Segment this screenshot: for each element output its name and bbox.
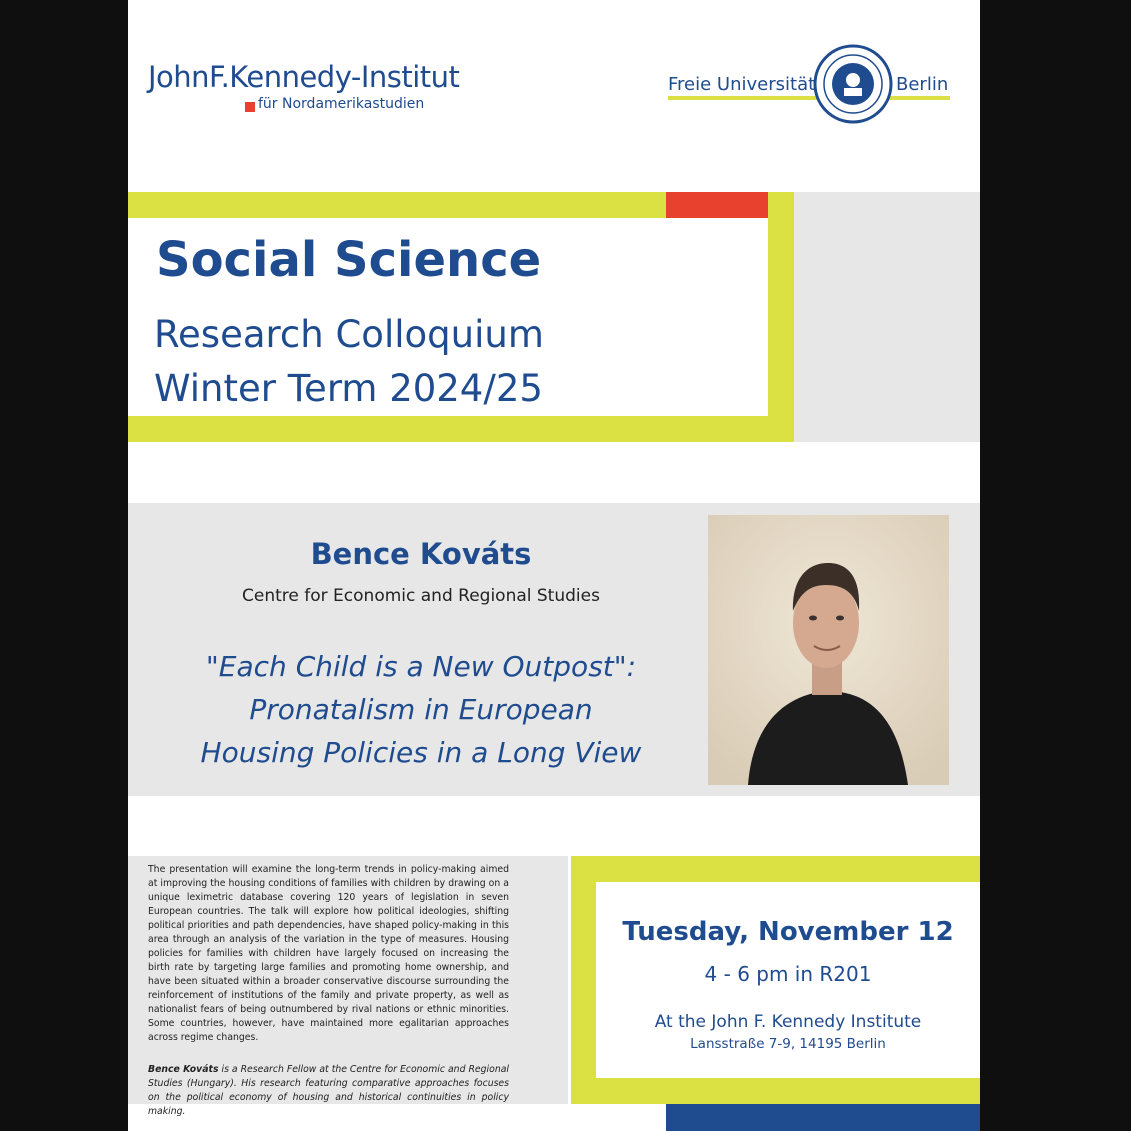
fu-berlin-logo: [668, 44, 958, 126]
talk-title-line: Housing Policies in a Long View: [200, 736, 642, 769]
jfk-logo-subtitle: für Nordamerikastudien: [258, 96, 425, 112]
speaker-photo: [708, 515, 949, 785]
bottom-blue-accent: [666, 1104, 980, 1131]
fu-logo-city: Berlin: [896, 74, 949, 95]
event-venue: At the John F. Kennedy Institute: [654, 1012, 922, 1032]
abstract-text: The presentation will examine the long-term trends in policy-making aimed at improving the housing conditions of families with children by drawing on a unique leximetric database covering 120 years of legislation in seven European countries. The talk will explore how political ideologies, shifting political priorities and path dependencies, have shaped policy-making in this area through an analysis of the variation in the type of measures. Housing policies for families with children have largely focused on increasing the birth rate by targeting large families and promoting home ownership, and have been situated within a broader conservative discourse surrounding the reinforcement of institutions of the family and private property, as well as nationalist fears of being outnumbered by rival nations or ethnic minorities. Some countries, however, have maintained more egalitarian approaches across regime changes.: [148, 864, 509, 1043]
term-label: Winter Term 2024/25: [154, 367, 543, 410]
bio-name: Bence Kováts: [148, 1064, 219, 1075]
speaker-bio: [148, 1063, 509, 1119]
fu-logo-name: Freie Universität: [668, 74, 816, 95]
talk-title-line: "Each Child is a New Outpost":: [205, 650, 637, 683]
event-address: Lansstraße 7-9, 14195 Berlin: [690, 1036, 886, 1052]
title-red-accent: [666, 192, 768, 218]
poster: [128, 0, 980, 1131]
bio-text: is a Research Fellow at the Centre for Economic and Regional Studies (Hungary). His research featuring comparative approaches focuses on the political economy of housing and historical continuities in policy making.: [148, 1064, 509, 1117]
colloquium-name: Research Colloquium: [154, 313, 544, 356]
talk-title-line: Pronatalism in European: [249, 693, 593, 726]
event-time-room: 4 - 6 pm in R201: [704, 962, 872, 986]
page-title: Social Science: [156, 232, 542, 288]
jfk-institute-logo: [148, 60, 460, 130]
speaker-affiliation: Centre for Economic and Regional Studies: [242, 586, 600, 606]
speaker-portrait-icon: [708, 515, 949, 785]
event-date: Tuesday, November 12: [622, 917, 954, 947]
talk-title: [128, 645, 714, 774]
title-gray-panel: [794, 192, 980, 442]
speaker-name: Bence Kováts: [310, 537, 532, 571]
jfk-logo-name: JohnF.Kennedy-Institut: [148, 60, 460, 94]
